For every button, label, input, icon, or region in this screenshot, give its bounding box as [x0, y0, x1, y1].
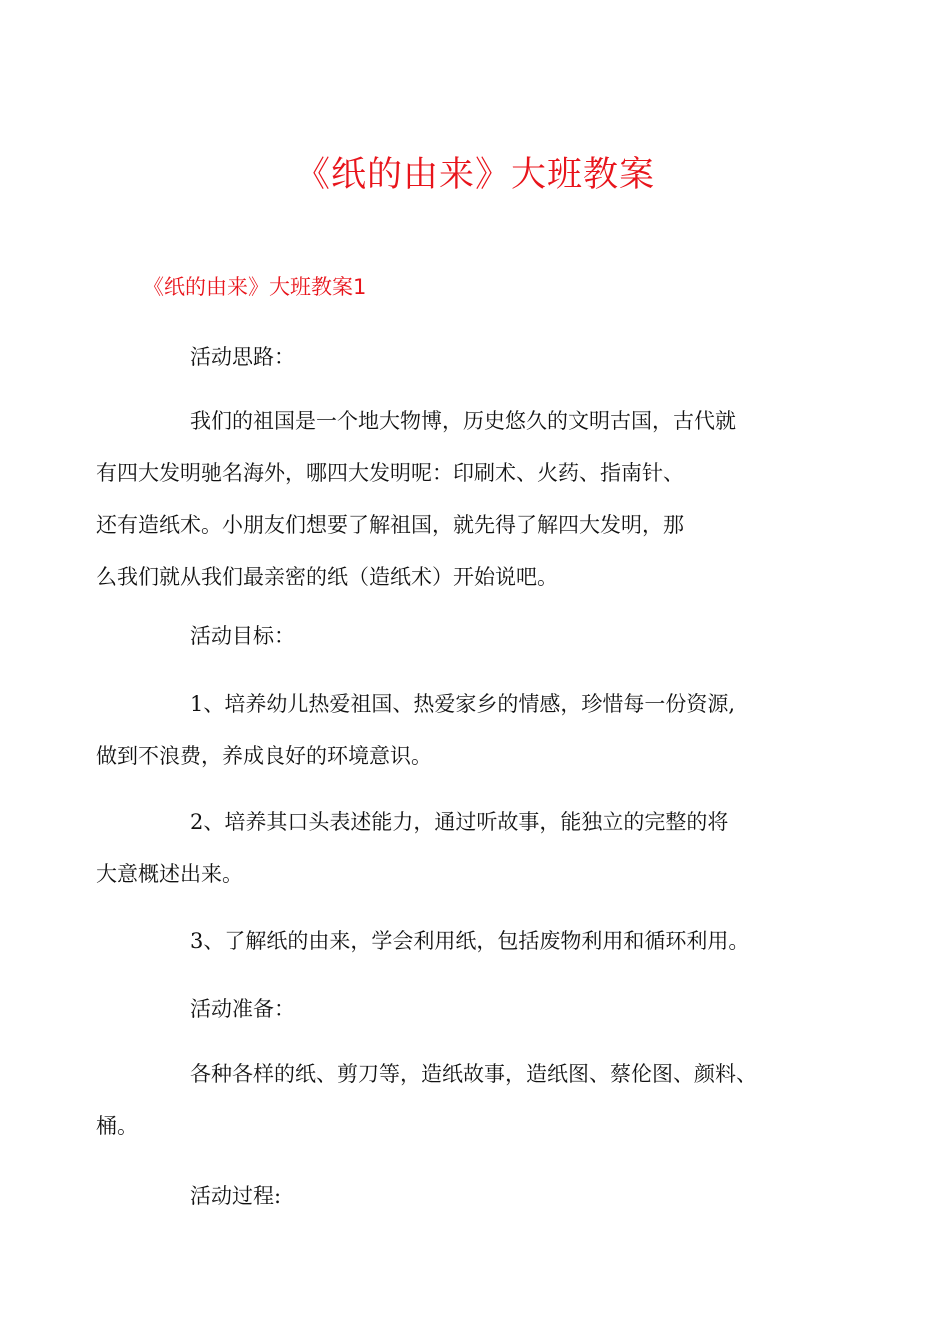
paragraph-line: 1、培养幼儿热爱祖国、热爱家乡的情感，珍惜每一份资源, [190, 692, 736, 716]
paragraph-line: 3、了解纸的由来，学会利用纸，包括废物利用和循环利用。 [190, 929, 750, 953]
paragraph-line: 各种各样的纸、剪刀等，造纸故事，造纸图、蔡伦图、颜料、 [190, 1062, 757, 1086]
paragraph-line: 有四大发明驰名海外，哪四大发明呢：印刷术、火药、指南针、 [96, 461, 684, 485]
paragraph-line: 活动过程: [190, 1184, 282, 1208]
paragraph-line: 桶。 [96, 1114, 138, 1138]
paragraph-activity-prep [96, 1048, 823, 1152]
paragraph-activity-prep-label [143, 983, 823, 1035]
paragraph-activity-idea-label [143, 331, 823, 383]
paragraph-activity-idea [96, 395, 823, 603]
paragraph-line: 我们的祖国是一个地大物博，历史悠久的文明古国，古代就 [190, 409, 736, 433]
paragraph-goal-3 [143, 915, 823, 967]
paragraph-line: 活动目标： [190, 624, 295, 648]
section-heading: 《纸的由来》大班教案1 [143, 275, 367, 299]
paragraph-line: 还有造纸术。小朋友们想要了解祖国，就先得了解四大发明，那 [96, 513, 684, 537]
paragraph-goal-1 [96, 678, 823, 782]
paragraph-line: 2、培养其口头表述能力，通过听故事，能独立的完整的将 [190, 810, 729, 834]
paragraph-line: 大意概述出来。 [96, 862, 243, 886]
paragraph-activity-process-label [143, 1170, 823, 1222]
paragraph-line: 做到不浪费，养成良好的环境意识。 [96, 744, 432, 768]
paragraph-line: 活动思路： [190, 345, 295, 369]
paragraph-line: 活动准备： [190, 997, 295, 1021]
document-title: 《纸的由来》大班教案 [294, 155, 655, 195]
paragraph-activity-goals-label [143, 610, 823, 662]
paragraph-line: 么我们就从我们最亲密的纸（造纸术）开始说吧。 [96, 565, 558, 589]
paragraph-goal-2 [96, 796, 823, 900]
